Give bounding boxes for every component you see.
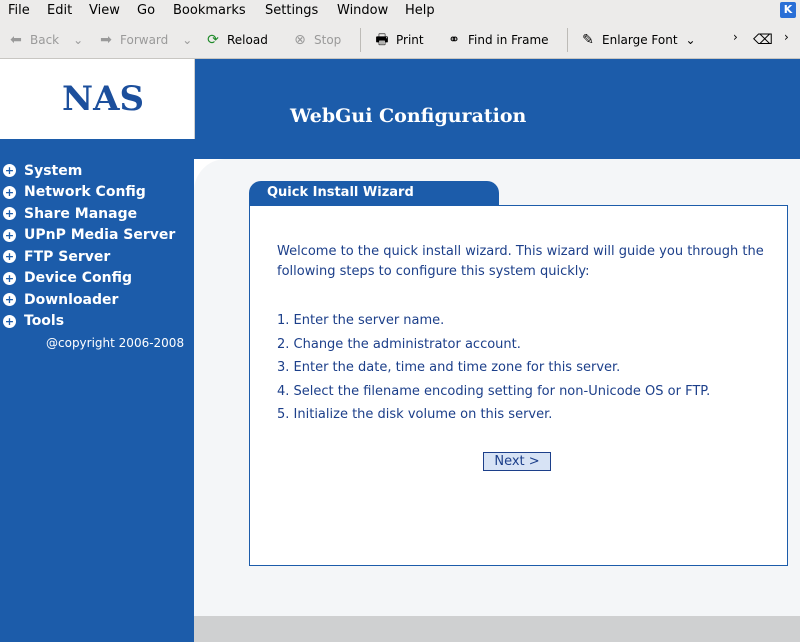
plus-icon: + [4,271,15,285]
back-arrow-icon: ⬅ [10,32,22,48]
chevron-down-icon[interactable]: ⌄ [182,33,193,47]
print-button[interactable]: 🖶 Print [372,30,424,50]
menu-window[interactable]: Window [337,3,389,18]
menu-bookmarks[interactable]: Bookmarks [173,3,246,18]
toolbar-divider [567,28,568,52]
plus-icon: + [4,314,15,328]
web-page [0,59,800,642]
find-in-frame-button[interactable]: ⚭ Find in Frame [444,30,549,50]
plus-icon: + [4,164,15,178]
kde-icon[interactable]: K [780,2,796,18]
stop-icon: ⊗ [294,32,306,48]
clear-icon: ⌫ [753,32,773,48]
chevron-down-icon[interactable]: ⌄ [685,33,696,47]
stop-button[interactable]: ⊗ Stop [290,30,341,50]
copyright: @copyright 2006-2008 [46,336,185,350]
reload-button[interactable]: ⟳ Reload [203,30,268,50]
sidebar-item-system[interactable]: + System [4,162,83,179]
more-tools-button[interactable] [733,30,738,44]
wizard-step: 2. Change the administrator account. [277,336,521,352]
forward-arrow-icon: ➡ [100,32,112,48]
plus-icon: + [4,293,15,307]
reload-icon: ⟳ [207,32,219,48]
menu-edit[interactable]: Edit [47,3,73,18]
footer-band [194,616,800,642]
sidebar-nav [0,160,194,332]
menu-view[interactable]: View [89,3,120,18]
wizard-step: 3. Enter the date, time and time zone for this server. [277,360,621,375]
chevron-right-icon: › [733,30,738,44]
next-button[interactable]: Next > [483,452,551,471]
wizard-step: 5. Initialize the disk volume on this server. [277,407,553,422]
menu-help[interactable]: Help [405,3,435,18]
sidebar-background [0,59,194,642]
wizard-step: 1. Enter the server name. [277,313,445,328]
wizard-tab: Quick Install Wizard [249,181,499,205]
plus-icon: + [4,250,15,264]
enlarge-font-button[interactable]: ✎ Enlarge Font ⌄ [578,30,696,50]
back-button[interactable]: ⬅ Back ⌄ [6,30,83,50]
more-tools-button-2[interactable] [784,30,789,44]
page-title: WebGui Configuration [290,105,527,127]
sidebar-item-tools[interactable]: + Tools [4,313,65,330]
printer-icon: 🖶 [375,32,389,48]
sidebar-item-device-config[interactable]: + Device Config [4,270,132,287]
wizard-step: 4. Select the filename encoding setting for non-Unicode OS or FTP. [277,383,711,399]
plus-icon: + [4,228,15,242]
wizard-steps [277,311,710,429]
toolbar [0,22,800,59]
binoculars-icon: ⚭ [448,32,460,48]
wizard-intro: Welcome to the quick install wizard. This wizard will guide you through the following steps to configure this system quickly: [277,244,764,279]
forward-button[interactable]: ➡ Forward ⌄ [96,30,192,50]
enlarge-font-icon: ✎ [582,32,594,48]
chevron-down-icon[interactable]: ⌄ [73,33,84,47]
plus-icon: + [4,207,15,221]
sidebar-item-upnp-media-server[interactable]: + UPnP Media Server [4,227,176,244]
menu-bar [0,0,800,22]
menu-go[interactable]: Go [137,3,156,18]
toolbar-divider [360,28,361,52]
nas-logo: NAS [0,59,195,139]
sidebar-item-downloader[interactable]: + Downloader [4,291,119,308]
sidebar-item-network-config[interactable]: + Network Config [4,184,146,201]
sidebar-item-ftp-server[interactable]: + FTP Server [4,248,111,265]
menu-file[interactable]: File [8,3,30,18]
plus-icon: + [4,185,15,199]
wizard-panel [249,205,788,566]
clear-location-button[interactable] [753,30,773,50]
sidebar-item-share-manage[interactable]: + Share Manage [4,205,138,222]
chevron-right-icon: › [784,30,789,44]
menu-settings[interactable]: Settings [265,3,319,18]
